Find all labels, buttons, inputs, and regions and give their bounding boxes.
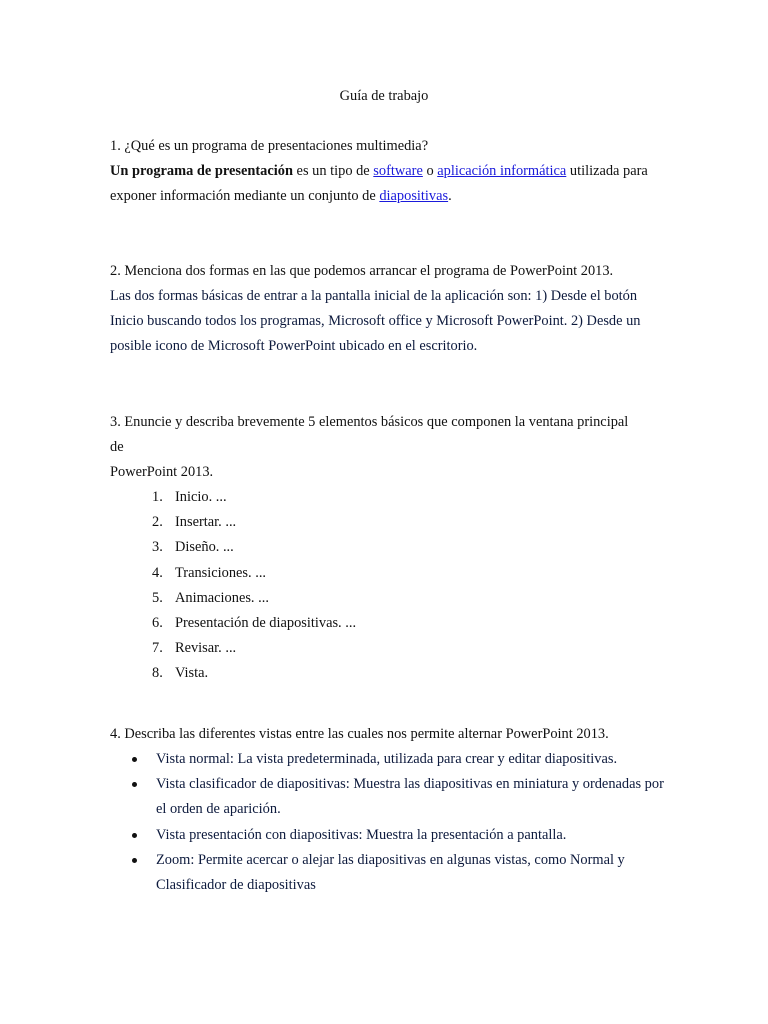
list-item-number: 1.	[152, 489, 163, 505]
question-2: 2. Menciona dos formas en las que podemos arrancar el programa de PowerPoint 2013.	[110, 263, 614, 279]
question-1: 1. ¿Qué es un programa de presentaciones multimedia?	[110, 138, 429, 154]
list-item-text: Transiciones. ...	[175, 564, 267, 581]
link-software[interactable]: software	[373, 163, 423, 179]
list-item-number: 4.	[152, 564, 163, 581]
list-item-number: 5.	[152, 589, 163, 606]
answer-1-text-4: .	[448, 188, 452, 205]
answer-1-text-2: o	[422, 163, 438, 179]
bullet-icon	[132, 757, 137, 762]
list-item	[110, 561, 356, 586]
views-list	[110, 747, 670, 898]
list-item-text: Insertar. ...	[175, 514, 237, 531]
list-item	[110, 586, 356, 611]
answer-1-text-3: utilizada para exponer información mediante un conjunto de	[110, 163, 648, 205]
question-3-line-1: 3. Enuncie y describa brevemente 5 elementos básicos que componen la ventana principal de	[110, 414, 629, 456]
list-item-number: 7.	[152, 640, 163, 657]
list-item-number: 3.	[152, 539, 163, 556]
answer-1	[110, 159, 670, 209]
list-item	[110, 661, 356, 686]
answer-1-text-1: es un tipo de	[292, 163, 374, 179]
bullet-text: Vista normal: La vista predeterminada, utilizada para crear y editar diapositivas.	[156, 751, 618, 767]
answer-1-bold-term: Un programa de presentación	[110, 163, 293, 179]
bullet-text: Zoom: Permite acercar o alejar las diapositivas en algunas vistas, como Normal y Clasificador de diapositivas	[156, 851, 625, 894]
bullet-item	[110, 823, 670, 848]
list-item-text: Animaciones. ...	[175, 589, 269, 606]
list-item	[110, 636, 356, 661]
list-item-text: Inicio. ...	[175, 489, 227, 505]
question-3-line-2: PowerPoint 2013.	[110, 464, 214, 480]
bullet-item	[110, 772, 670, 822]
bullet-icon	[132, 833, 137, 838]
list-item-text: Presentación de diapositivas. ...	[175, 614, 357, 631]
bullet-text: Vista clasificador de diapositivas: Muestra las diapositivas en miniatura y ordenadas por el orden de aparición.	[156, 776, 664, 818]
list-item	[110, 535, 356, 560]
bullet-icon	[132, 782, 137, 787]
list-item	[110, 611, 356, 636]
link-diapositivas[interactable]: diapositivas	[379, 188, 449, 205]
list-item-number: 8.	[152, 665, 163, 682]
list-item-text: Revisar. ...	[175, 640, 237, 657]
list-item	[110, 485, 356, 510]
list-item-number: 6.	[152, 614, 163, 631]
bullet-item	[110, 848, 670, 898]
bullet-item	[110, 747, 670, 772]
document-title: Guía de trabajo	[339, 88, 429, 104]
answer-2: Las dos formas básicas de entrar a la pantalla inicial de la aplicación son: 1) Desde el botón Inicio buscando todos los programas, Microsoft office y Microsoft PowerPoint. 2) Desde un posible icono de Microsoft PowerPoint ubicado en el escritorio.	[110, 288, 641, 355]
elements-list	[110, 485, 356, 687]
link-aplicacion-informatica[interactable]: aplicación informática	[437, 163, 567, 179]
list-item	[110, 510, 356, 535]
bullet-icon	[132, 858, 137, 863]
bullet-text: Vista presentación con diapositivas: Muestra la presentación a pantalla.	[156, 826, 567, 843]
list-item-text: Vista.	[175, 665, 209, 682]
question-4: 4. Describa las diferentes vistas entre las cuales nos permite alternar PowerPoint 2013.	[110, 726, 609, 742]
list-item-number: 2.	[152, 514, 163, 531]
list-item-text: Diseño. ...	[175, 539, 234, 556]
